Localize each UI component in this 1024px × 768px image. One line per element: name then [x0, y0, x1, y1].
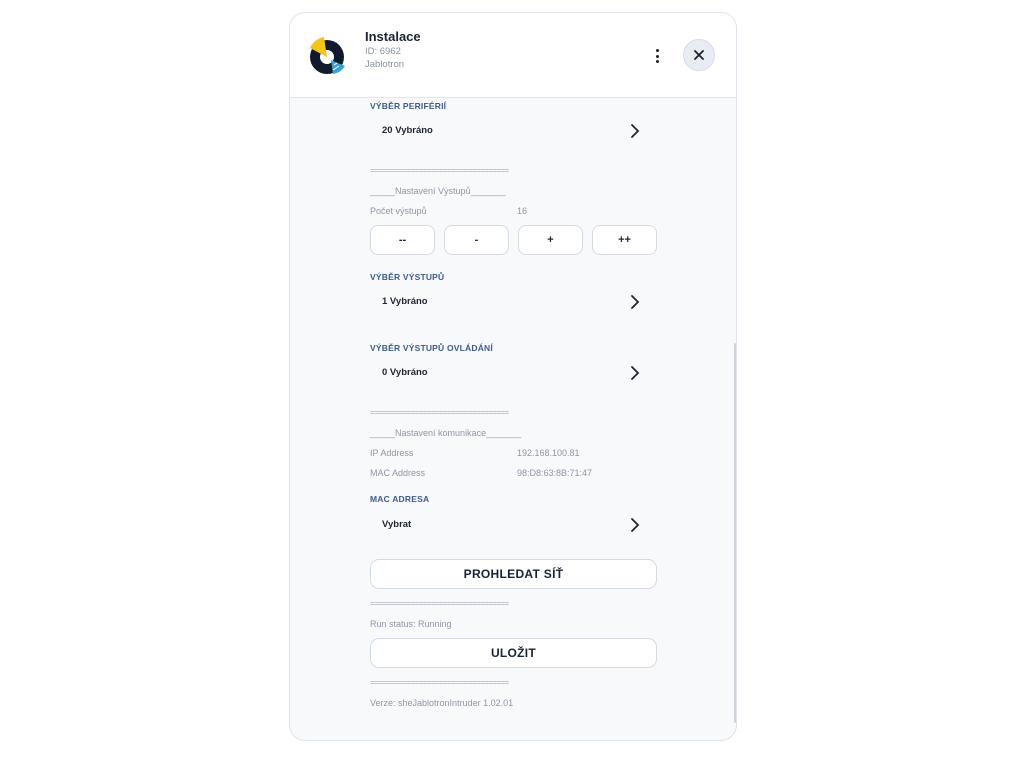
separator: ==================================: [370, 408, 509, 417]
peripherals-label: VÝBĚR PERIFÉRIÍ: [370, 101, 447, 111]
version-text: Verze: sheJablotronIntruder 1.02.01: [370, 698, 514, 708]
run-status: Run status: Running: [370, 619, 452, 629]
outputs-select-value[interactable]: 1 Vybráno: [382, 296, 428, 307]
chevron-right-icon[interactable]: [630, 366, 640, 380]
jablotron-logo-icon: [307, 36, 347, 76]
control-outputs-value[interactable]: 0 Vybráno: [382, 367, 428, 378]
increment-double-button[interactable]: ++: [592, 225, 657, 255]
chevron-right-icon[interactable]: [630, 295, 640, 309]
decrement-double-button[interactable]: --: [370, 225, 435, 255]
chevron-right-icon[interactable]: [630, 124, 640, 138]
panel-header: [290, 13, 736, 98]
outputs-select-label: VÝBĚR VÝSTUPŮ: [370, 272, 445, 282]
mac-address-label: MAC Address: [370, 468, 426, 478]
close-icon: [694, 50, 704, 60]
vendor-name: Jablotron: [365, 59, 405, 70]
communication-settings-heading: _____Nastavení komunikace_______: [370, 428, 522, 438]
mac-address-value: 98:D8:63:8B:71:47: [517, 468, 593, 478]
ip-address-value: 192.168.100.81: [517, 448, 580, 458]
mac-select-value[interactable]: Vybrat: [382, 519, 412, 530]
separator: ==================================: [370, 166, 509, 175]
decrement-button[interactable]: -: [444, 225, 509, 255]
ip-address-label: IP Address: [370, 448, 414, 458]
chevron-right-icon[interactable]: [630, 518, 640, 532]
separator: ==================================: [370, 678, 509, 687]
increment-button[interactable]: +: [518, 225, 583, 255]
save-button[interactable]: ULOŽIT: [370, 638, 657, 668]
page-title: Instalace: [365, 29, 421, 44]
mac-select-label: MAC ADRESA: [370, 494, 430, 504]
installation-id: ID: 6962: [365, 46, 401, 57]
control-outputs-label: VÝBĚR VÝSTUPŮ OVLÁDÁNÍ: [370, 343, 493, 353]
close-button[interactable]: [683, 39, 715, 71]
kebab-menu-icon[interactable]: [650, 46, 666, 66]
installation-panel: [289, 12, 737, 741]
scrollbar[interactable]: [734, 343, 736, 723]
scan-network-button[interactable]: PROHLEDAT SÍŤ: [370, 559, 657, 589]
peripherals-value[interactable]: 20 Vybráno: [382, 125, 433, 136]
outputs-count-value: 16: [517, 206, 528, 216]
outputs-count-label: Počet výstupů: [370, 206, 427, 216]
outputs-settings-heading: _____Nastavení Výstupů_______: [370, 186, 506, 196]
separator: ==================================: [370, 599, 509, 608]
